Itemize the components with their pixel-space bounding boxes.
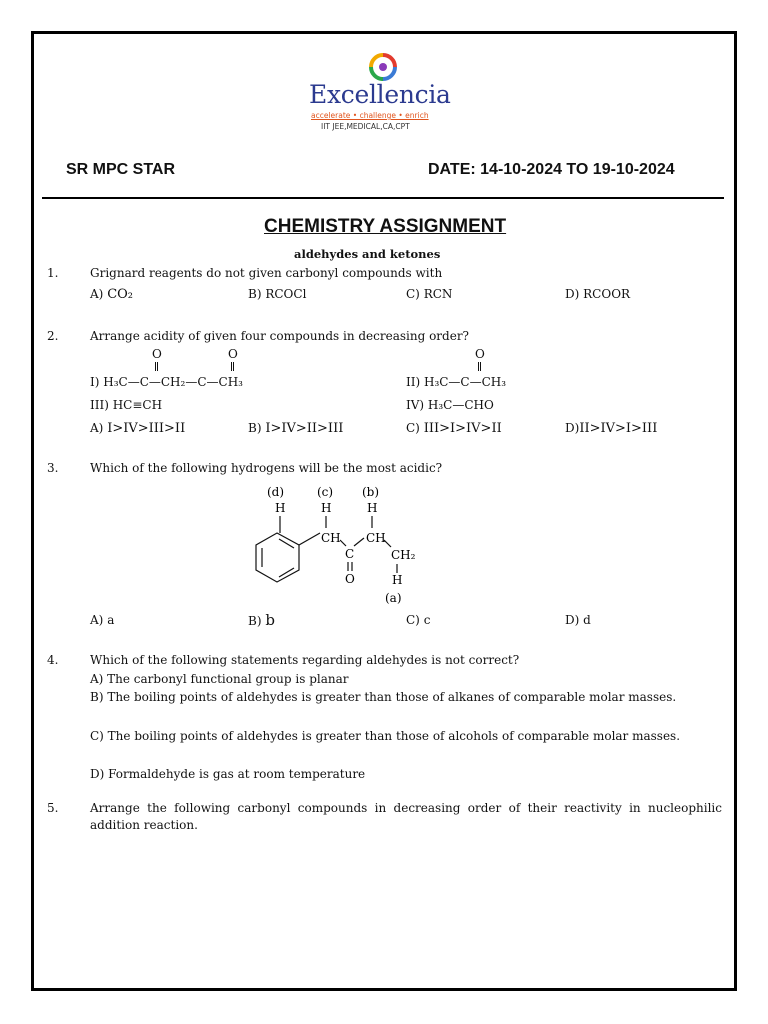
option-a: A) a	[90, 613, 115, 627]
compound-ii: II) H₃C—C—CH₃	[406, 375, 507, 389]
question-text: Arrange the following carbonyl compounds in decreasing order of their reactivity in nucleophilic addition reaction.	[90, 801, 722, 832]
double-bond	[478, 362, 481, 371]
compound-i: I) H₃C—C—CH₂—C—CH₃	[90, 375, 243, 389]
carbonyl-carbon: C	[345, 547, 355, 561]
option-a: A) CO₂	[90, 287, 134, 302]
question-text: Which of the following hydrogens will be the most acidic?	[90, 461, 443, 475]
oxygen-label: O	[152, 347, 162, 361]
logo-mark-icon	[368, 52, 398, 82]
option-d: D)II>IV>I>III	[565, 421, 658, 436]
double-bond	[231, 362, 234, 371]
logo-tagline: accelerate • challenge • enrich	[311, 111, 429, 120]
option-d: D) RCOOR	[565, 287, 631, 301]
ch2-group: CH₂	[391, 548, 416, 562]
option-d: D) d	[565, 613, 591, 627]
option-c: C) RCN	[406, 287, 453, 301]
label-d: (d)	[267, 485, 285, 499]
ch-group: CH	[321, 531, 341, 545]
question-text: Grignard reagents do not given carbonyl compounds with	[90, 266, 443, 280]
logo-subtagline: IIT JEE,MEDICAL,CA,CPT	[321, 122, 410, 131]
question-number: 4.	[47, 653, 59, 667]
question-text: Which of the following statements regarding aldehydes is not correct?	[90, 653, 520, 667]
option-b: B) I>IV>II>III	[248, 421, 344, 436]
batch-name: SR MPC STAR	[66, 161, 176, 178]
page-title: CHEMISTRY ASSIGNMENT	[264, 216, 507, 237]
ch-group: CH	[366, 531, 386, 545]
question-number: 1.	[47, 266, 59, 280]
double-bond	[155, 362, 158, 371]
date-range: DATE: 14-10-2024 TO 19-10-2024	[428, 161, 675, 178]
oxygen-atom: O	[345, 572, 355, 586]
compound-iv: IV) H₃C—CHO	[406, 398, 494, 412]
statement-b: B) The boiling points of aldehydes is greater than those of alkanes of comparable molar masses.	[90, 690, 677, 704]
statement-a: A) The carbonyl functional group is planar	[90, 672, 349, 686]
statement-d: D) Formaldehyde is gas at room temperature	[90, 767, 366, 781]
h-atom: H	[367, 501, 378, 515]
label-b: (b)	[362, 485, 380, 499]
oxygen-label: O	[475, 347, 485, 361]
h-atom: H	[321, 501, 332, 515]
h-atom: H	[275, 501, 286, 515]
option-a: A) I>IV>III>II	[90, 421, 186, 436]
header-divider	[42, 197, 724, 199]
label-c: (c)	[317, 485, 334, 499]
option-b: B) RCOCl	[248, 287, 307, 301]
option-c: C) c	[406, 613, 431, 627]
oxygen-label: O	[228, 347, 238, 361]
statement-c: C) The boiling points of aldehydes is greater than those of alcohols of comparable molar masses.	[90, 729, 681, 743]
logo-name: Excellencia	[309, 80, 451, 109]
question-number: 3.	[47, 461, 59, 475]
compound-iii: III) HC≡CH	[90, 398, 163, 412]
structure-diagram	[250, 478, 440, 608]
label-a: (a)	[385, 591, 402, 605]
page-subtitle: aldehydes and ketones	[294, 247, 441, 261]
option-b: B) b	[248, 611, 275, 629]
option-c: C) III>I>IV>II	[406, 421, 502, 436]
h-atom: H	[392, 573, 403, 587]
question-text: Arrange acidity of given four compounds in decreasing order?	[90, 329, 469, 343]
question-number: 2.	[47, 329, 59, 343]
question-number: 5.	[47, 801, 59, 815]
